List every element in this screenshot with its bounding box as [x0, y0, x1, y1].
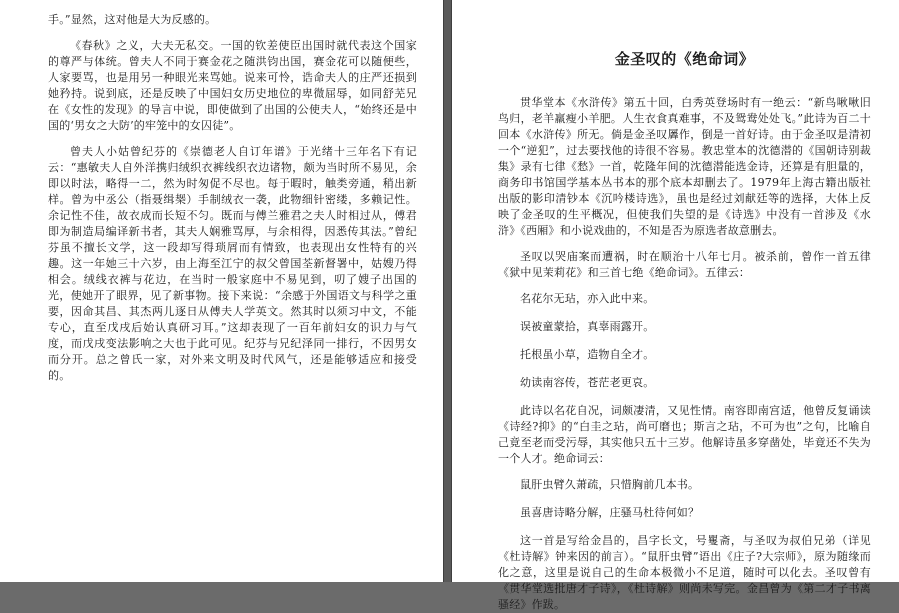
left-page [0, 0, 443, 582]
verse-line-5: 鼠肝虫臂久萧疏，只惜胸前几本书。 [520, 478, 700, 491]
verse-line-4: 幼读南容传，苍茫老更哀。 [520, 376, 655, 389]
page-gutter [443, 0, 452, 582]
left-paragraph-1: 手。”显然，这对他是大为反感的。 [48, 13, 217, 26]
verse-line-6: 虽喜唐诗略分解，庄骚马杜待何如？ [520, 506, 700, 519]
right-paragraph-3: 此诗以名花自况，词颇凄清，又见性情。南容即南宫适，他曾反复诵读《诗经?抑》的“白圭之玷，尚可磨也；斯言之玷，不可为也”之句，比喻自己竟至老而受污辱，其实他只五十三岁。他解诗虽多穿凿处，毕竟还不失为一个人才。绝命词云： [498, 404, 871, 465]
right-page [452, 0, 899, 611]
left-paragraph-2: 《春秋》之义，大夫无私交。一国的钦差使臣出国时就代表这个国家的尊严与体统。曾夫人不同于赛金花之随洪钧出国，赛金花可以随便些，人家要骂，也是用另一种眼光来骂她。说来可怜，诰命夫人的庄严还损到她矜持。说到底，还是反映了中国妇女历史地位的卑微屈辱，如同舒芜兄在《女性的发现》的导言中说，即使做到了出国的公使夫人，“始终还是中国的‘男女之大防’的牢笼中的女囚徒”。 [48, 39, 417, 132]
left-paragraph-3: 曾夫人小姑曾纪芬的《崇德老人自订年谱》于光绪十三年名下有记云：“惠敏夫人自外洋携归绒织衣裤线织衣边诸物，颇为当时所不易见，余即以时法，略得一二，然为时匆促不尽也。每于暇时，触类旁通，稍出新样。曾为中丞公（指聂缉椝）手制绒衣一袭，此物细针密缕，多赖记性。余记性不佳，故衣成而长短不匀。既而与傅兰雅君之夫人时相过从，傅君即为制造局编译新书者，其夫人娴雅骂厚，与余相得，因悉传其法。”曾纪芬虽不擅长文学，这一段却写得琐屑而有情致，也表现出女性特有的兴趣。这一年她三十六岁，由上海至江宁的叔父曾国荃新督署中，姑嫂乃得相会。绒线衣裤与花边，在当时一般家庭中不易见到，叨了嫂子出国的光，使她开了眼界，见了新事物。接下来说：“余感于外国语文与科学之重要，因命其昌、其杰两儿逐日从傅夫人学英文。然其时以须习中文，不能专心，直至戊戌后始认真研习耳。”这却表现了一百年前妇女的识力与气度，而戊戌变法影响之大也于此可见。纪芬与兄纪泽同一排行，不因男女而分开。总之曾氏一家，对外来文明及时代风气，还是能够适应和接受的。 [48, 145, 417, 382]
right-paragraph-1: 贯华堂本《水浒传》第五十回，白秀英登场时有一绝云：“新鸟啾啾旧鸟归，老羊羸瘦小羊肥。人生衣食真难事，不及鸳鸯处处飞。”此诗为百二十回本《水浒传》所无。倘是金圣叹羼作，倒是一首好诗。由于金圣叹是清初一个“逆犯”，过去要找他的诗很不容易。教忠堂本的沈德潜的《国朝诗别裁集》录有七律《愁》一首，乾隆年间的沈德潜能选金诗，还算是有胆量的，商务印书馆国学基本丛书本的那个底本却删去了。1979年上海古籍出版社出版的影印清钞本《沉吟楼诗选》，虽也是经过刘献廷等的选择，大体上反映了金圣叹的生平概况，但使我们失望的是《诗选》中没有一首涉及《水浒》《西厢》和小说戏曲的，不知是否为原选者故意删去。 [498, 96, 871, 237]
verse-line-2: 误被童蒙拾，真辜雨露开。 [520, 320, 655, 333]
article-title: 金圣叹的《绝命词》 [614, 50, 755, 68]
verse-line-1: 名花尔无玷，亦入此中来。 [520, 292, 655, 305]
verse-line-3: 托根虽小草，造物自全才。 [520, 348, 655, 361]
right-paragraph-4: 这一首是写给金昌的，昌字长文，号矍斋，与圣叹为叔伯兄弟（详见《杜诗解》钟来因的前言）。“鼠肝虫臂”语出《庄子?大宗师》，原为随缘而化之意，这里是说自己的生命本极微小不足道，随时可以化去。圣叹曾有《贯华堂选批唐才子诗》，《杜诗解》则尚未写完。金昌曾为《第二才子书离骚经》作跋。 [498, 534, 871, 611]
right-paragraph-2: 圣叹以哭庙案而遭祸，时在顺治十八年七月。被杀前，曾作一首五律《狱中见茉莉花》和三首七绝《绝命词》。五律云： [498, 250, 871, 279]
